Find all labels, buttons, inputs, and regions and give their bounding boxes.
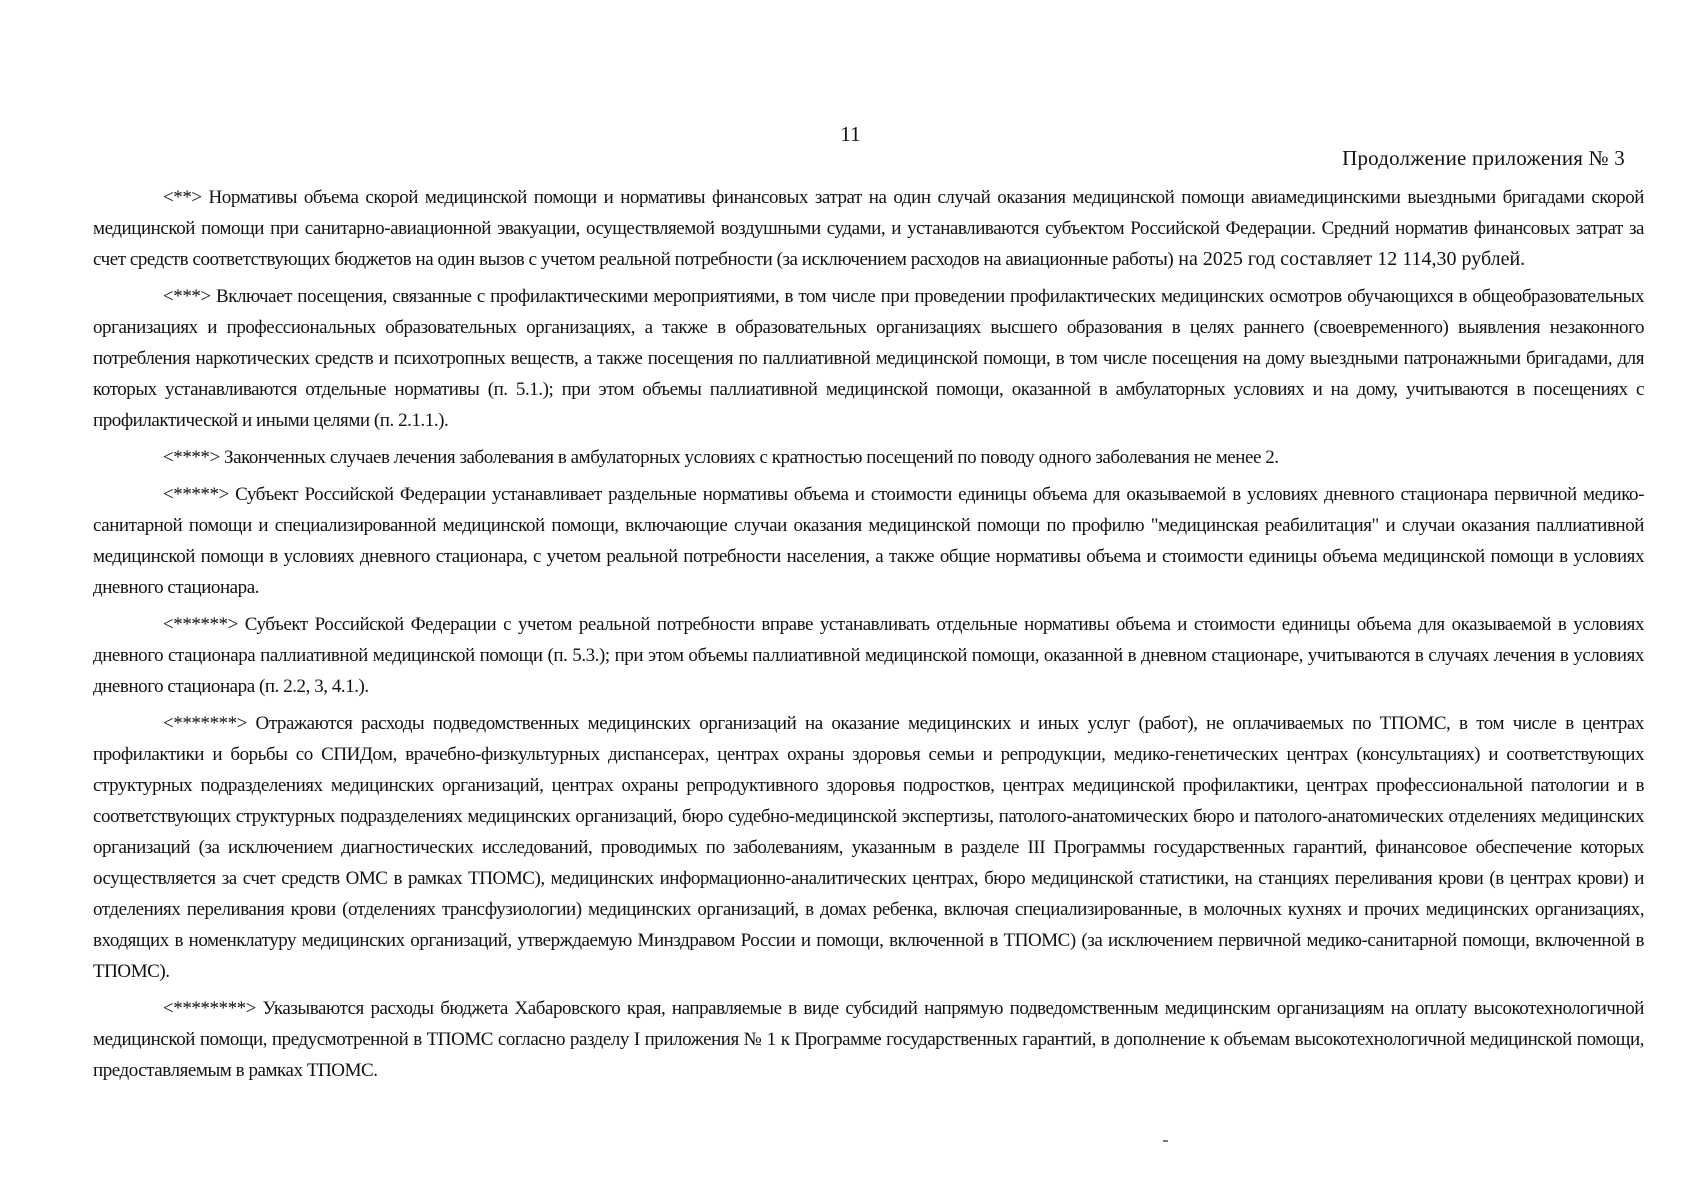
footnote-7: <*******> Отражаются расходы подведомственных медицинских организаций на оказание медицинских и иных услуг (работ), не оплачиваемых по ТПОМС, в том числе в центрах профилактики и борьбы со СПИДом, врачебно-физкультурных диспансерах, центрах охраны здоровья семьи и репродукции, медико-генетических центрах (консультациях) и соответствующих структурных подразделениях медицинских организаций, центрах охраны репродуктивного здоровья подростков, центрах медицинской профилактики, центрах профессиональной патологии и в соответствующих структурных подразделениях медицинских организаций, бюро судебно-медицинской экспертизы, патолого-анатомических бюро и патолого-анатомических отделениях медицинских организаций (за исключением диагностических исследований, проводимых по заболеваниям, указанным в разделе III Программы государственных гарантий, финансовое обеспечение которых осуществляется за счет средств ОМС в рамках ТПОМС), медицинских информационно-аналитических центрах, бюро медицинской статистики, на станциях переливания крови (в центрах крови) и отделениях переливания крови (отделениях трансфузиологии) медицинских организаций, в домах ребенка, включая специализированные, в молочных кухнях и прочих медицинских организациях, входящих в номенклатуру медицинских организаций, утверждаемую Минздравом России и помощи, включенной в ТПОМС) (за исключением первичной медико-санитарной помощи, включенной в ТПОМС).: [93, 713, 1644, 982]
footnote-text: <**> Нормативы объема скорой медицинской помощи и нормативы финансовых затрат на один случай оказания медицинской помощи авиамедицинскими выездными бригадами скорой медицинской помощи при санитарно-авиационной эвакуации, осуществляемой воздушными судами, и устанавливаются субъектом Российской Федерации. Средний норматив финансовых затрат за счет средств соответствующих бюджетов на один вызов с учетом реальной потребности (за исключением расходов на авиационные работы): [93, 187, 1644, 270]
footnotes: [93, 182, 1644, 1092]
footnote-2: [93, 182, 1644, 275]
page-number: 11: [840, 122, 861, 146]
footnote-text-extra: на 2025 год составляет 12 114,30 рублей.: [1173, 248, 1526, 270]
footnote-5: <*****> Субъект Российской Федерации устанавливает раздельные нормативы объема и стоимости единицы объема для оказываемой в условиях дневного стационара первичной медико-санитарной помощи и специализированной медицинской помощи, включающие случаи оказания медицинской помощи по профилю "медицинская реабилитация" и случаи оказания паллиативной медицинской помощи в условиях дневного стационара, с учетом реальной потребности населения, а также общие нормативы объема и стоимости единицы объема медицинской помощи в условиях дневного стационара.: [93, 484, 1644, 598]
footnote-3: <***> Включает посещения, связанные с профилактическими мероприятиями, в том числе при проведении профилактических медицинских осмотров обучающихся в общеобразовательных организациях и профессиональных образовательных организациях, а также в образовательных организациях высшего образования в целях раннего (своевременного) выявления незаконного потребления наркотических средств и психотропных веществ, а также посещения по паллиативной медицинской помощи, в том числе посещения на дому выездными патронажными бригадами, для которых устанавливаются отдельные нормативы (п. 5.1.); при этом объемы паллиативной медицинской помощи, оказанной в амбулаторных условиях и на дому, учитываются в посещениях с профилактической и иными целями (п. 2.1.1.).: [93, 286, 1644, 431]
footnote-6: <******> Субъект Российской Федерации с учетом реальной потребности вправе устанавливать отдельные нормативы объема и стоимости единицы объема для оказываемой в условиях дневного стационара паллиативной медицинской помощи (п. 5.3.); при этом объемы паллиативной медицинской помощи, оказанной в дневном стационаре, учитываются в случаях лечения в условиях дневного стационара (п. 2.2, 3, 4.1.).: [93, 614, 1644, 697]
stray-mark: [1163, 1140, 1168, 1142]
continuation-header: Продолжение приложения № 3: [1342, 146, 1625, 170]
footnote-8: <********> Указываются расходы бюджета Хабаровского края, направляемые в виде субсидий напрямую подведомственным медицинским организациям на оплату высокотехнологичной медицинской помощи, предусмотренной в ТПОМС согласно разделу I приложения № 1 к Программе государственных гарантий, в дополнение к объемам высокотехнологичной медицинской помощи, предоставляемым в рамках ТПОМС.: [93, 998, 1644, 1081]
footnote-4: <****> Законченных случаев лечения заболевания в амбулаторных условиях с кратностью посещений по поводу одного заболевания не менее 2.: [163, 447, 1279, 468]
